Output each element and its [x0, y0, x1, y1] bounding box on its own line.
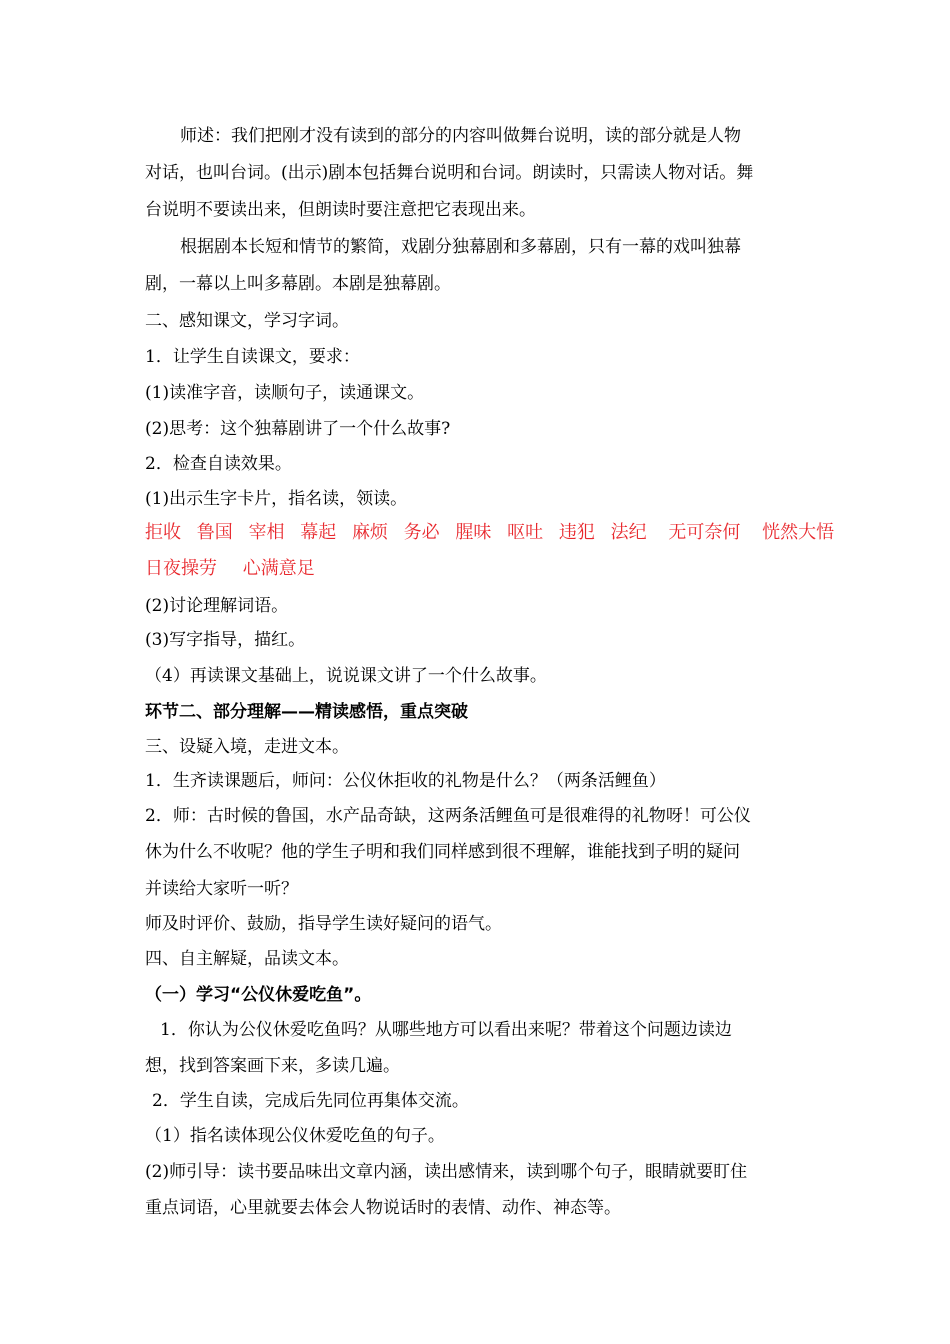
- list-item: 2．学生自读，完成后先同位再集体交流。: [152, 1091, 469, 1111]
- list-item: (2)讨论理解词语。: [145, 596, 289, 616]
- section-heading: 四、自主解疑，品读文本。: [145, 949, 349, 969]
- list-item: 2．检查自读效果。: [145, 454, 292, 474]
- list-item: (3)写字指导，描红。: [145, 630, 306, 650]
- list-item: (1)读准字音，读顺句子，读通课文。: [145, 383, 425, 403]
- vocab-word: 违犯: [558, 522, 595, 543]
- vocab-word: 恍然大悟: [762, 522, 835, 543]
- paragraph-line: 重点词语，心里就要去体会人物说话时的表情、动作、神态等。: [145, 1198, 621, 1218]
- vocab-word: 日夜操劳: [145, 558, 217, 579]
- vocab-word: 务必: [403, 522, 440, 543]
- vocab-word: 麻烦: [351, 522, 388, 543]
- vocab-word: 法纪: [610, 522, 647, 543]
- section-heading: 二、感知课文，学习字词。: [145, 311, 349, 331]
- vocab-word: 腥味: [455, 522, 492, 543]
- list-item: 1．你认为公仪休爱吃鱼吗？从哪些地方可以看出来呢？带着这个问题边读边: [160, 1020, 732, 1040]
- list-item: （1）指名读体现公仪休爱吃鱼的句子。: [145, 1126, 445, 1146]
- paragraph-line: 并读给大家听一听？: [145, 879, 298, 899]
- paragraph-line: 根据剧本长短和情节的繁简，戏剧分独幕剧和多幕剧，只有一幕的戏叫独幕: [180, 237, 741, 257]
- vocab-word: 心满意足: [242, 558, 315, 579]
- vocab-word: 鲁国: [196, 522, 233, 543]
- list-item: (2)思考：这个独幕剧讲了一个什么故事?: [145, 419, 451, 439]
- list-item: 1．让学生自读课文，要求：: [145, 347, 360, 367]
- paragraph-line: 对话，也叫台词。(出示)剧本包括舞台说明和台词。朗读时，只需读人物对话。舞: [145, 163, 754, 183]
- vocab-word: 拒收: [145, 522, 181, 543]
- subsection-heading-bold: （一）学习“公仪休爱吃鱼”。: [145, 985, 372, 1005]
- paragraph-line: 台说明不要读出来，但朗读时要注意把它表现出来。: [145, 200, 536, 220]
- paragraph-line: 想，找到答案画下来，多读几遍。: [145, 1056, 400, 1076]
- vocab-word: 幕起: [300, 522, 337, 543]
- paragraph-line: 剧，一幕以上叫多幕剧。本剧是独幕剧。: [145, 274, 451, 294]
- list-item: （4）再读课文基础上，说说课文讲了一个什么故事。: [145, 666, 547, 686]
- paragraph-line: 师及时评价、鼓励，指导学生读好疑问的语气。: [145, 914, 502, 934]
- list-item: 1．生齐读课题后，师问：公仪休拒收的礼物是什么？（两条活鲤鱼）: [145, 771, 666, 791]
- section-heading: 三、设疑入境，走进文本。: [145, 737, 349, 757]
- vocab-row-2: [145, 557, 815, 581]
- list-item: (1)出示生字卡片，指名读，领读。: [145, 489, 408, 509]
- paragraph-line: (2)师引导：读书要品味出文章内涵，读出感情来，读到哪个句子，眼睛就要盯住: [145, 1162, 748, 1182]
- section-heading-bold: 环节二、部分理解——精读感悟，重点突破: [145, 702, 468, 722]
- paragraph-line: 2．师：古时候的鲁国，水产品奇缺，这两条活鲤鱼可是很难得的礼物呀！可公仪: [145, 806, 751, 826]
- paragraph-line: 休为什么不收呢？他的学生子明和我们同样感到很不理解，谁能找到子明的疑问: [145, 842, 740, 862]
- paragraph-line: 师述：我们把刚才没有读到的部分的内容叫做舞台说明，读的部分就是人物: [180, 126, 741, 146]
- vocab-word: 呕吐: [507, 522, 544, 543]
- vocab-word: 无可奈何: [668, 522, 741, 543]
- vocab-word: 宰相: [248, 522, 285, 543]
- vocab-row-1: [145, 521, 835, 545]
